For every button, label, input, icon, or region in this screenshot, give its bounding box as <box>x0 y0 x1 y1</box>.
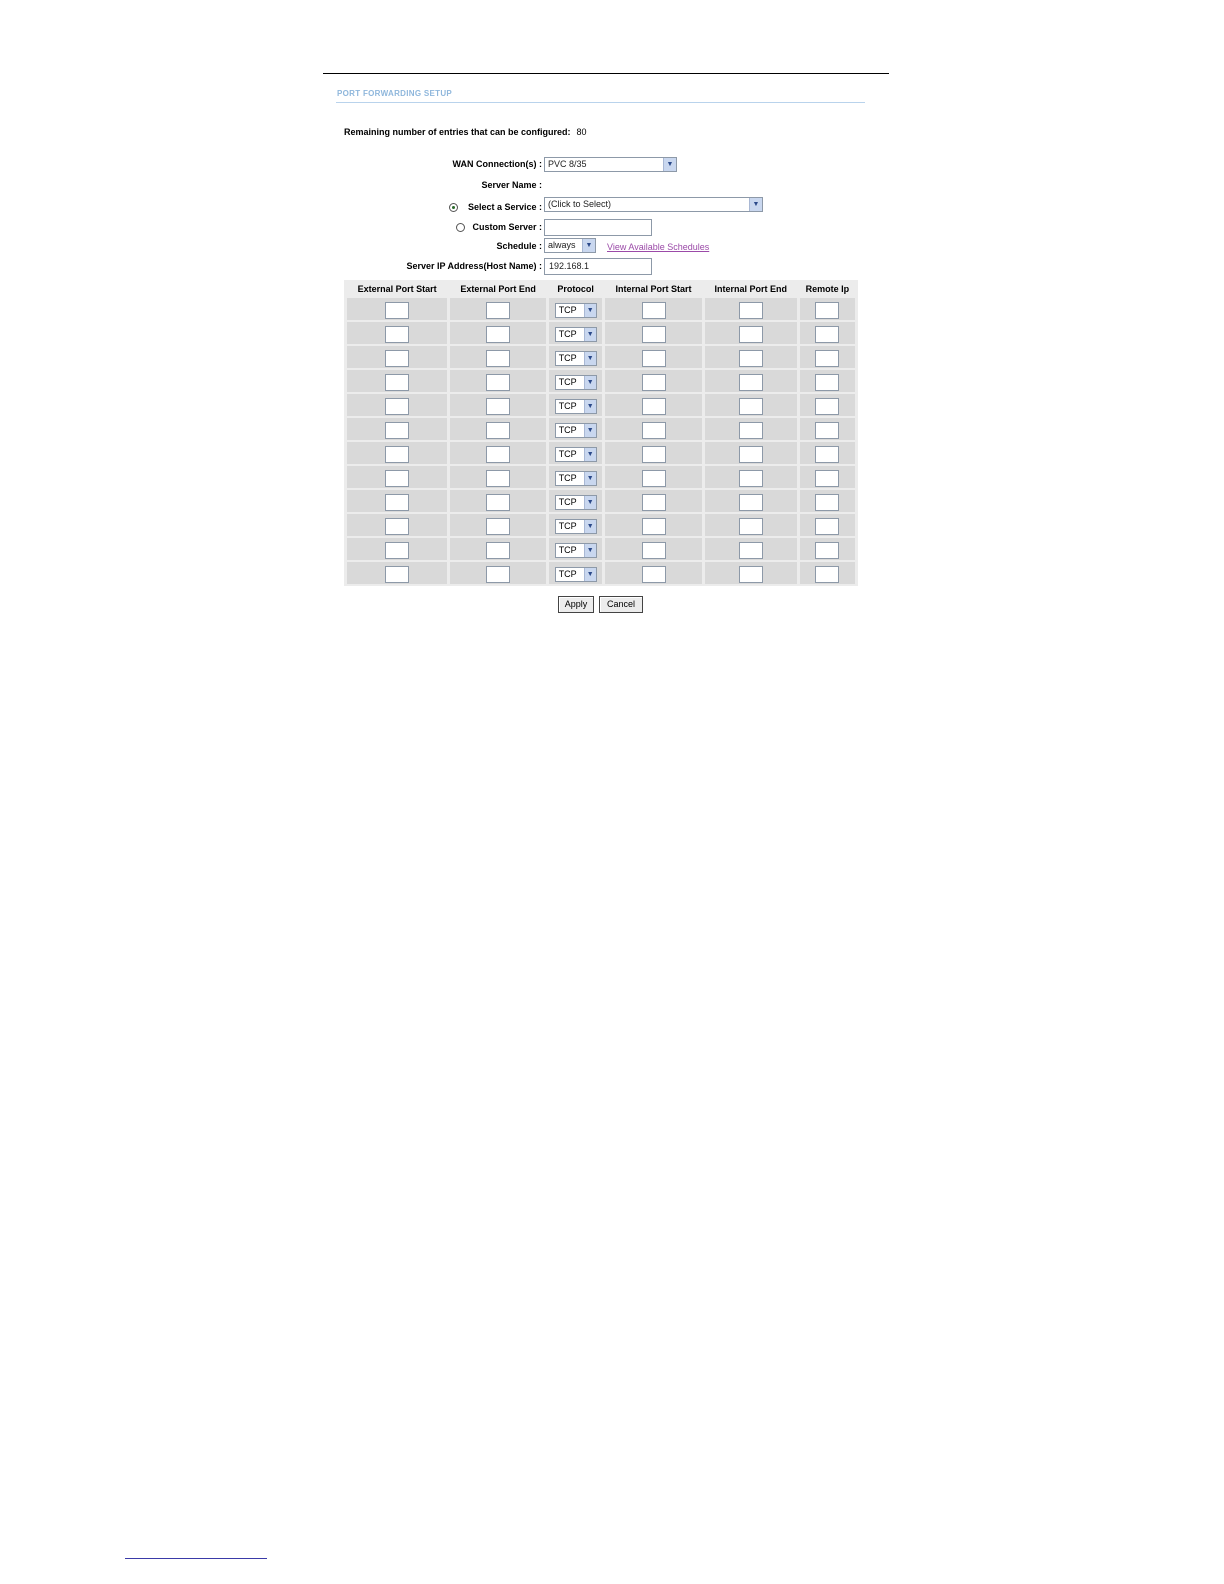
table-row <box>347 298 855 322</box>
cell-external-port-end <box>450 466 546 490</box>
external-port-end-input[interactable] <box>486 398 510 415</box>
chevron-down-icon: ▼ <box>584 424 596 437</box>
cell-protocol <box>549 538 602 562</box>
protocol-select[interactable] <box>555 543 597 558</box>
protocol-value: TCP <box>558 304 577 315</box>
cell-remote-ip <box>800 490 855 514</box>
internal-port-end-input[interactable] <box>739 542 763 559</box>
cell-remote-ip <box>800 322 855 346</box>
cell-internal-port-end <box>705 490 797 514</box>
table-row <box>347 562 855 586</box>
cell-remote-ip <box>800 394 855 418</box>
chevron-down-icon: ▼ <box>584 352 596 365</box>
cell-external-port-end <box>450 514 546 538</box>
custom-server-label: Custom Server : <box>472 222 542 232</box>
external-port-start-input[interactable] <box>385 350 409 367</box>
remote-ip-input[interactable] <box>815 422 839 439</box>
cell-external-port-start <box>347 370 447 394</box>
cell-remote-ip <box>800 370 855 394</box>
internal-port-start-input[interactable] <box>642 350 666 367</box>
cell-remote-ip <box>800 298 855 322</box>
external-port-end-input[interactable] <box>486 494 510 511</box>
service-select[interactable] <box>544 197 763 212</box>
table-row <box>347 466 855 490</box>
cell-internal-port-start <box>605 394 701 418</box>
internal-port-end-input[interactable] <box>739 350 763 367</box>
remote-ip-input[interactable] <box>815 446 839 463</box>
table-row <box>347 514 855 538</box>
table-row <box>347 490 855 514</box>
cell-protocol <box>549 346 602 370</box>
internal-port-start-input[interactable] <box>642 302 666 319</box>
header-external-port-end: External Port End <box>450 280 546 298</box>
cell-remote-ip <box>800 538 855 562</box>
internal-port-end-input[interactable] <box>739 470 763 487</box>
cell-external-port-end <box>450 298 546 322</box>
cell-internal-port-start <box>605 562 701 586</box>
remaining-entries <box>344 127 587 137</box>
table-header-row <box>347 280 855 298</box>
external-port-start-input[interactable] <box>385 326 409 343</box>
chevron-down-icon: ▼ <box>663 158 676 171</box>
schedule-label: Schedule : <box>496 241 542 251</box>
protocol-value: TCP <box>558 376 577 387</box>
protocol-value: TCP <box>558 472 577 483</box>
table-row <box>347 394 855 418</box>
external-port-start-input[interactable] <box>385 470 409 487</box>
chevron-down-icon: ▼ <box>584 568 596 581</box>
cell-internal-port-end <box>705 370 797 394</box>
server-ip-input[interactable]: 192.168.1 <box>544 258 652 275</box>
wan-connection-label: WAN Connection(s) : <box>452 159 542 169</box>
service-select-value: (Click to Select) <box>548 199 612 209</box>
chevron-down-icon: ▼ <box>584 544 596 557</box>
internal-port-end-input[interactable] <box>739 302 763 319</box>
internal-port-start-input[interactable] <box>642 422 666 439</box>
cell-internal-port-end <box>705 514 797 538</box>
remote-ip-input[interactable] <box>815 542 839 559</box>
cell-internal-port-start <box>605 346 701 370</box>
remote-ip-input[interactable] <box>815 494 839 511</box>
select-service-label: Select a Service : <box>467 202 542 212</box>
protocol-select[interactable] <box>555 423 597 438</box>
external-port-end-input[interactable] <box>486 542 510 559</box>
cell-internal-port-start <box>605 370 701 394</box>
external-port-end-input[interactable] <box>486 470 510 487</box>
cell-internal-port-end <box>705 442 797 466</box>
header-internal-port-end: Internal Port End <box>705 280 797 298</box>
protocol-value: TCP <box>558 352 577 363</box>
cell-internal-port-start <box>605 298 701 322</box>
chevron-down-icon: ▼ <box>582 239 595 252</box>
chevron-down-icon: ▼ <box>584 496 596 509</box>
cancel-button[interactable]: Cancel <box>599 596 643 613</box>
header-protocol: Protocol <box>549 280 602 298</box>
protocol-select[interactable] <box>555 471 597 486</box>
internal-port-start-input[interactable] <box>642 470 666 487</box>
protocol-select[interactable] <box>555 567 597 582</box>
chevron-down-icon: ▼ <box>584 376 596 389</box>
external-port-start-input[interactable] <box>385 518 409 535</box>
protocol-value: TCP <box>558 520 577 531</box>
cell-remote-ip <box>800 346 855 370</box>
cell-internal-port-start <box>605 466 701 490</box>
cell-remote-ip <box>800 562 855 586</box>
external-port-end-input[interactable] <box>486 446 510 463</box>
cell-protocol <box>549 514 602 538</box>
internal-port-end-input[interactable] <box>739 518 763 535</box>
header-external-port-start: External Port Start <box>347 280 447 298</box>
select-service-radio[interactable] <box>449 203 458 212</box>
internal-port-start-input[interactable] <box>642 446 666 463</box>
chevron-down-icon: ▼ <box>584 400 596 413</box>
internal-port-start-input[interactable] <box>642 494 666 511</box>
section-title: PORT FORWARDING SETUP <box>337 89 453 98</box>
schedule-value: always <box>548 240 576 250</box>
table-row <box>347 538 855 562</box>
section-divider <box>336 102 865 103</box>
cell-internal-port-end <box>705 298 797 322</box>
cell-internal-port-end <box>705 538 797 562</box>
external-port-end-input[interactable] <box>486 422 510 439</box>
protocol-select[interactable] <box>555 495 597 510</box>
cell-protocol <box>549 490 602 514</box>
table-body <box>347 298 855 586</box>
protocol-value: TCP <box>558 496 577 507</box>
table-row <box>347 370 855 394</box>
protocol-value: TCP <box>558 400 577 411</box>
cell-internal-port-end <box>705 562 797 586</box>
remote-ip-input[interactable] <box>815 302 839 319</box>
internal-port-start-input[interactable] <box>642 374 666 391</box>
remote-ip-input[interactable] <box>815 350 839 367</box>
top-rule <box>323 73 889 74</box>
internal-port-end-input[interactable] <box>739 398 763 415</box>
cell-external-port-start <box>347 298 447 322</box>
external-port-start-input[interactable] <box>385 398 409 415</box>
remote-ip-input[interactable] <box>815 326 839 343</box>
protocol-value: TCP <box>558 424 577 435</box>
port-forwarding-table <box>344 280 858 586</box>
cell-external-port-start <box>347 538 447 562</box>
table-row <box>347 322 855 346</box>
external-port-start-input[interactable] <box>385 542 409 559</box>
custom-server-radio[interactable] <box>456 223 465 232</box>
cell-external-port-start <box>347 442 447 466</box>
external-port-start-input[interactable] <box>385 422 409 439</box>
remaining-entries-label: Remaining number of entries that can be configured: <box>344 127 571 137</box>
cell-internal-port-end <box>705 346 797 370</box>
cell-internal-port-start <box>605 514 701 538</box>
server-name-label: Server Name : <box>481 180 542 190</box>
cell-internal-port-start <box>605 442 701 466</box>
remaining-entries-value: 80 <box>576 127 587 137</box>
cell-external-port-start <box>347 562 447 586</box>
wan-connection-select[interactable] <box>544 157 677 172</box>
header-internal-port-start: Internal Port Start <box>605 280 701 298</box>
header-remote-ip: Remote Ip <box>800 280 855 298</box>
cell-external-port-end <box>450 562 546 586</box>
external-port-end-input[interactable] <box>486 302 510 319</box>
internal-port-start-input[interactable] <box>642 566 666 583</box>
chevron-down-icon: ▼ <box>584 304 596 317</box>
view-schedules-link[interactable]: View Available Schedules <box>607 242 710 252</box>
cell-external-port-start <box>347 490 447 514</box>
table-row <box>347 418 855 442</box>
cell-external-port-start <box>347 466 447 490</box>
cell-external-port-end <box>450 322 546 346</box>
wan-connection-value: PVC 8/35 <box>548 159 587 169</box>
cell-internal-port-start <box>605 538 701 562</box>
external-port-end-input[interactable] <box>486 518 510 535</box>
cell-remote-ip <box>800 418 855 442</box>
protocol-value: TCP <box>558 544 577 555</box>
footer-rule <box>125 1558 267 1559</box>
chevron-down-icon: ▼ <box>584 448 596 461</box>
cell-internal-port-start <box>605 322 701 346</box>
cell-protocol <box>549 562 602 586</box>
cell-external-port-start <box>347 418 447 442</box>
cell-internal-port-end <box>705 394 797 418</box>
table-row <box>347 346 855 370</box>
chevron-down-icon: ▼ <box>584 328 596 341</box>
internal-port-start-input[interactable] <box>642 518 666 535</box>
external-port-end-input[interactable] <box>486 374 510 391</box>
cell-external-port-end <box>450 418 546 442</box>
external-port-end-input[interactable] <box>486 326 510 343</box>
cell-external-port-end <box>450 394 546 418</box>
cell-remote-ip <box>800 466 855 490</box>
cell-external-port-end <box>450 346 546 370</box>
chevron-down-icon: ▼ <box>749 198 762 211</box>
external-port-start-input[interactable] <box>385 302 409 319</box>
remote-ip-input[interactable] <box>815 398 839 415</box>
chevron-down-icon: ▼ <box>584 472 596 485</box>
protocol-select[interactable] <box>555 351 597 366</box>
protocol-select[interactable] <box>555 303 597 318</box>
external-port-start-input[interactable] <box>385 566 409 583</box>
internal-port-end-input[interactable] <box>739 326 763 343</box>
remote-ip-input[interactable] <box>815 374 839 391</box>
remote-ip-input[interactable] <box>815 566 839 583</box>
cell-external-port-end <box>450 442 546 466</box>
cell-internal-port-end <box>705 466 797 490</box>
protocol-select[interactable] <box>555 327 597 342</box>
external-port-start-input[interactable] <box>385 446 409 463</box>
cell-remote-ip <box>800 442 855 466</box>
external-port-start-input[interactable] <box>385 374 409 391</box>
apply-button[interactable]: Apply <box>558 596 594 613</box>
schedule-select[interactable] <box>544 238 596 253</box>
remote-ip-input[interactable] <box>815 518 839 535</box>
internal-port-start-input[interactable] <box>642 326 666 343</box>
cell-internal-port-start <box>605 418 701 442</box>
external-port-end-input[interactable] <box>486 350 510 367</box>
cell-external-port-start <box>347 322 447 346</box>
table-row <box>347 442 855 466</box>
cell-external-port-start <box>347 346 447 370</box>
internal-port-end-input[interactable] <box>739 566 763 583</box>
protocol-select[interactable] <box>555 399 597 414</box>
cell-internal-port-start <box>605 490 701 514</box>
cell-protocol <box>549 418 602 442</box>
internal-port-end-input[interactable] <box>739 374 763 391</box>
protocol-select[interactable] <box>555 447 597 462</box>
remote-ip-input[interactable] <box>815 470 839 487</box>
internal-port-start-input[interactable] <box>642 398 666 415</box>
cell-external-port-end <box>450 370 546 394</box>
external-port-start-input[interactable] <box>385 494 409 511</box>
cell-internal-port-end <box>705 322 797 346</box>
cell-protocol <box>549 466 602 490</box>
cell-remote-ip <box>800 514 855 538</box>
protocol-value: TCP <box>558 328 577 339</box>
cell-protocol <box>549 298 602 322</box>
protocol-value: TCP <box>558 568 577 579</box>
cell-external-port-start <box>347 514 447 538</box>
server-ip-label: Server IP Address(Host Name) : <box>406 261 542 271</box>
cell-protocol <box>549 322 602 346</box>
protocol-value: TCP <box>558 448 577 459</box>
cell-external-port-end <box>450 538 546 562</box>
custom-server-input[interactable] <box>544 219 652 236</box>
internal-port-end-input[interactable] <box>739 494 763 511</box>
protocol-select[interactable] <box>555 519 597 534</box>
cell-external-port-start <box>347 394 447 418</box>
cell-protocol <box>549 442 602 466</box>
chevron-down-icon: ▼ <box>584 520 596 533</box>
cell-internal-port-end <box>705 418 797 442</box>
cell-protocol <box>549 394 602 418</box>
protocol-select[interactable] <box>555 375 597 390</box>
cell-external-port-end <box>450 490 546 514</box>
external-port-end-input[interactable] <box>486 566 510 583</box>
internal-port-end-input[interactable] <box>739 446 763 463</box>
internal-port-start-input[interactable] <box>642 542 666 559</box>
internal-port-end-input[interactable] <box>739 422 763 439</box>
cell-protocol <box>549 370 602 394</box>
